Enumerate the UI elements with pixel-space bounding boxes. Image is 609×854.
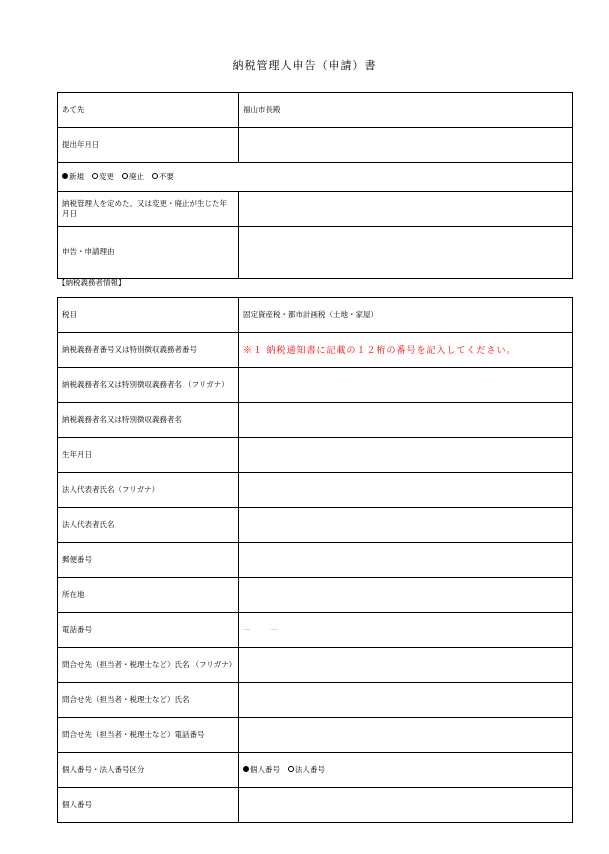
row-value-postal-code[interactable] — [239, 543, 573, 578]
row-value-taxpayer-name-kana[interactable] — [239, 368, 573, 403]
row-label-tax-item: 税目 — [58, 298, 239, 333]
row-label-birthdate: 生年月日 — [58, 438, 239, 473]
table-row — [58, 718, 573, 753]
row-label-manager-date: 納税管理人を定めた、又は変更・廃止が生じた年月日 — [58, 192, 239, 227]
status-option-abolish[interactable] — [122, 172, 144, 182]
table-row — [58, 128, 573, 163]
status-option-unnecessary-label: 不要 — [159, 171, 174, 181]
row-value-contact-name[interactable] — [239, 683, 573, 718]
row-label-contact-name: 問合せ先（担当者・税理士など）氏名 — [58, 683, 239, 718]
row-label-reason: 申告・申請理由 — [58, 227, 239, 279]
row-value-address[interactable] — [239, 578, 573, 613]
table-row — [58, 473, 573, 508]
number-type-option-individual-label: 個人番号 — [250, 764, 280, 774]
section-heading-taxpayer-info: 【納税義務者情報】 — [58, 278, 126, 287]
table-row — [58, 788, 573, 823]
number-type-option-corporate[interactable] — [288, 765, 325, 775]
radio-empty-icon — [122, 173, 128, 179]
table-row — [58, 613, 573, 648]
applicant-info-table — [57, 92, 573, 279]
phone-separator: － － — [243, 624, 279, 634]
row-value-reason[interactable] — [239, 227, 573, 279]
table-row — [58, 368, 573, 403]
row-value-representative-kana[interactable] — [239, 473, 573, 508]
row-label-address: 所在地 — [58, 578, 239, 613]
row-label-phone: 電話番号 — [58, 613, 239, 648]
row-value-representative-name[interactable] — [239, 508, 573, 543]
row-value-number-type[interactable] — [239, 753, 573, 788]
row-label-postal-code: 郵便番号 — [58, 543, 239, 578]
row-value-phone[interactable] — [239, 613, 573, 648]
table-row — [58, 333, 573, 368]
row-label-representative-name: 法人代表者氏名 — [58, 508, 239, 543]
table-row — [58, 298, 573, 333]
table-row — [58, 543, 573, 578]
status-option-new[interactable] — [62, 172, 84, 182]
radio-filled-icon — [62, 173, 68, 179]
row-label-number-type: 個人番号・法人番号区分 — [58, 753, 239, 788]
row-value-individual-number[interactable] — [239, 788, 573, 823]
status-option-change[interactable] — [92, 172, 114, 182]
table-row — [58, 753, 573, 788]
row-value-submission-date[interactable] — [239, 128, 573, 163]
radio-empty-icon — [92, 173, 98, 179]
row-value-manager-date[interactable] — [239, 192, 573, 227]
row-value-taxpayer-number[interactable] — [239, 333, 573, 368]
table-row — [58, 683, 573, 718]
row-label-taxpayer-number: 納税義務者番号又は特別徴収義務者番号 — [58, 333, 239, 368]
table-row — [58, 438, 573, 473]
number-type-option-individual[interactable] — [243, 765, 280, 775]
row-label-taxpayer-name: 納税義務者名又は特別徴収義務者名 — [58, 403, 239, 438]
status-option-abolish-label: 廃止 — [129, 171, 144, 181]
row-label-contact-phone: 問合せ先（担当者・税理士など）電話番号 — [58, 718, 239, 753]
row-value-tax-item[interactable]: 固定資産税・都市計画税（土地・家屋） — [239, 298, 573, 333]
row-label-taxpayer-name-kana: 納税義務者名又は特別徴収義務者名 （フリガナ） — [58, 368, 239, 403]
row-value-birthdate[interactable] — [239, 438, 573, 473]
row-label-submission-date: 提出年月日 — [58, 128, 239, 163]
row-label-contact-name-kana: 問合せ先（担当者・税理士など）氏名 （フリガナ） — [58, 648, 239, 683]
row-value-addressee[interactable]: 福山市長殿 — [239, 93, 573, 128]
table-row — [58, 227, 573, 279]
table-row — [58, 578, 573, 613]
radio-empty-icon — [152, 173, 158, 179]
table-row — [58, 93, 573, 128]
status-option-change-label: 変更 — [99, 171, 114, 181]
row-value-taxpayer-name[interactable] — [239, 403, 573, 438]
table-row — [58, 192, 573, 227]
table-row — [58, 403, 573, 438]
taxpayer-info-table — [57, 297, 573, 823]
radio-empty-icon — [288, 766, 294, 772]
row-label-addressee: あて先 — [58, 93, 239, 128]
radio-filled-icon — [243, 766, 249, 772]
row-value-contact-phone[interactable] — [239, 718, 573, 753]
status-option-new-label: 新規 — [69, 171, 84, 181]
table-row-status-options — [58, 163, 573, 192]
page-title: 納税管理人申告（申請）書 — [232, 60, 377, 72]
table-row — [58, 648, 573, 683]
row-label-individual-number: 個人番号 — [58, 788, 239, 823]
row-value-contact-name-kana[interactable] — [239, 648, 573, 683]
status-option-unnecessary[interactable] — [152, 172, 174, 182]
table-row — [58, 508, 573, 543]
taxpayer-number-note: ※１ 納税通知書に記載の１２桁の番号を記入してください。 — [243, 344, 517, 355]
row-label-representative-kana: 法人代表者氏名（フリガナ） — [58, 473, 239, 508]
number-type-option-corporate-label: 法人番号 — [295, 764, 325, 774]
status-option-group[interactable] — [58, 163, 573, 192]
